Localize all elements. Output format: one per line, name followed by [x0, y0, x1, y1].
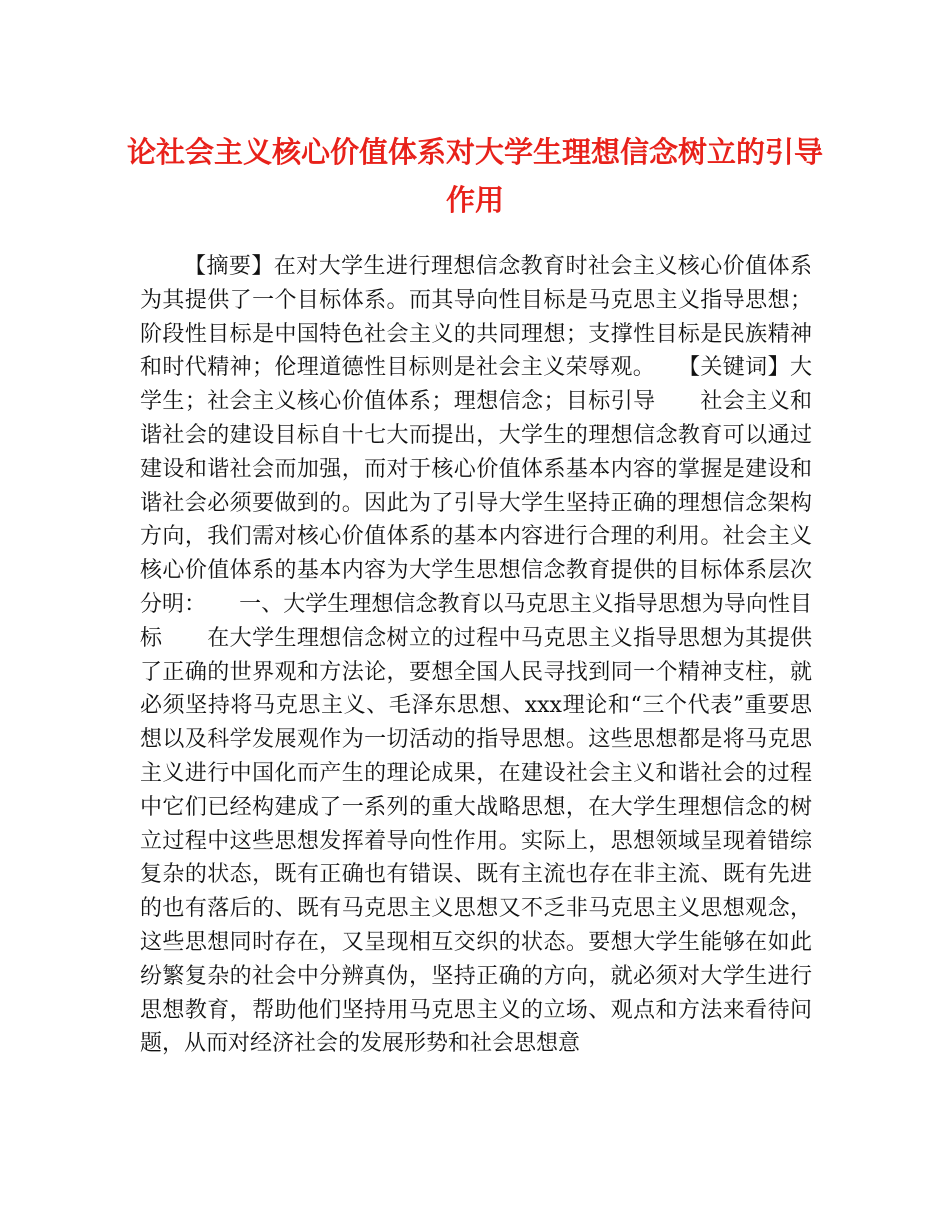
document-title: 论社会主义核心价值体系对大学生理想信念树立的引导作用 — [126, 135, 823, 217]
document-body: 【摘要】在对大学生进行理想信念教育时社会主义核心价值体系为其提供了一个目标体系。而其导向性目标是马克思主义指导思想；阶段性目标是中国特色社会主义的共同理想；支撑性目标是民族精神和时代精神；伦理道德性目标则是社会主义荣辱观。 【关键词】大学生；社会主义核心价值体系；理想信念；目标引导 社会主义和谐社会的建设目标自十七大而提出，大学生的理想信念教育可以通过建设和谐社会而加强，而对于核心价值体系基本内容的掌握是建设和谐社会必须要做到的。因此为了引导大学生坚持正确的理想信念架构方向，我们需对核心价值体系的基本内容进行合理的利用。社会主义核心价值体系的基本内容为大学生思想信念教育提供的目标体系层次分明： 一、大学生理想信念教育以马克思主义指导思想为导向性目标 在大学生理想信念树立的过程中马克思主义指导思想为其提供了正确的世界观和方法论，要想全国人民寻找到同一个精神支柱，就必须坚持将马克思主义、毛泽东思想、xxx理论和“三个代表”重要思想以及科学发展观作为一切活动的指导思想。这些思想都是将马克思主义进行中国化而产生的理论成果，在建设社会主义和谐社会的过程中它们已经构建成了一系列的重大战略思想，在大学生理想信念的树立过程中这些思想发挥着导向性作用。实际上，思想领域呈现着错综复杂的状态，既有正确也有错误、既有主流也存在非主流、既有先进的也有落后的、既有马克思主义思想又不乏非马克思主义思想观念，这些思想同时存在，又呈现相互交织的状态。要想大学生能够在如此纷繁复杂的社会中分辨真伪，坚持正确的方向，就必须对大学生进行思想教育，帮助他们坚持用马克思主义的立场、观点和方法来看待问题，从而对经济社会的发展形势和社会思想意 — [140, 254, 812, 1057]
